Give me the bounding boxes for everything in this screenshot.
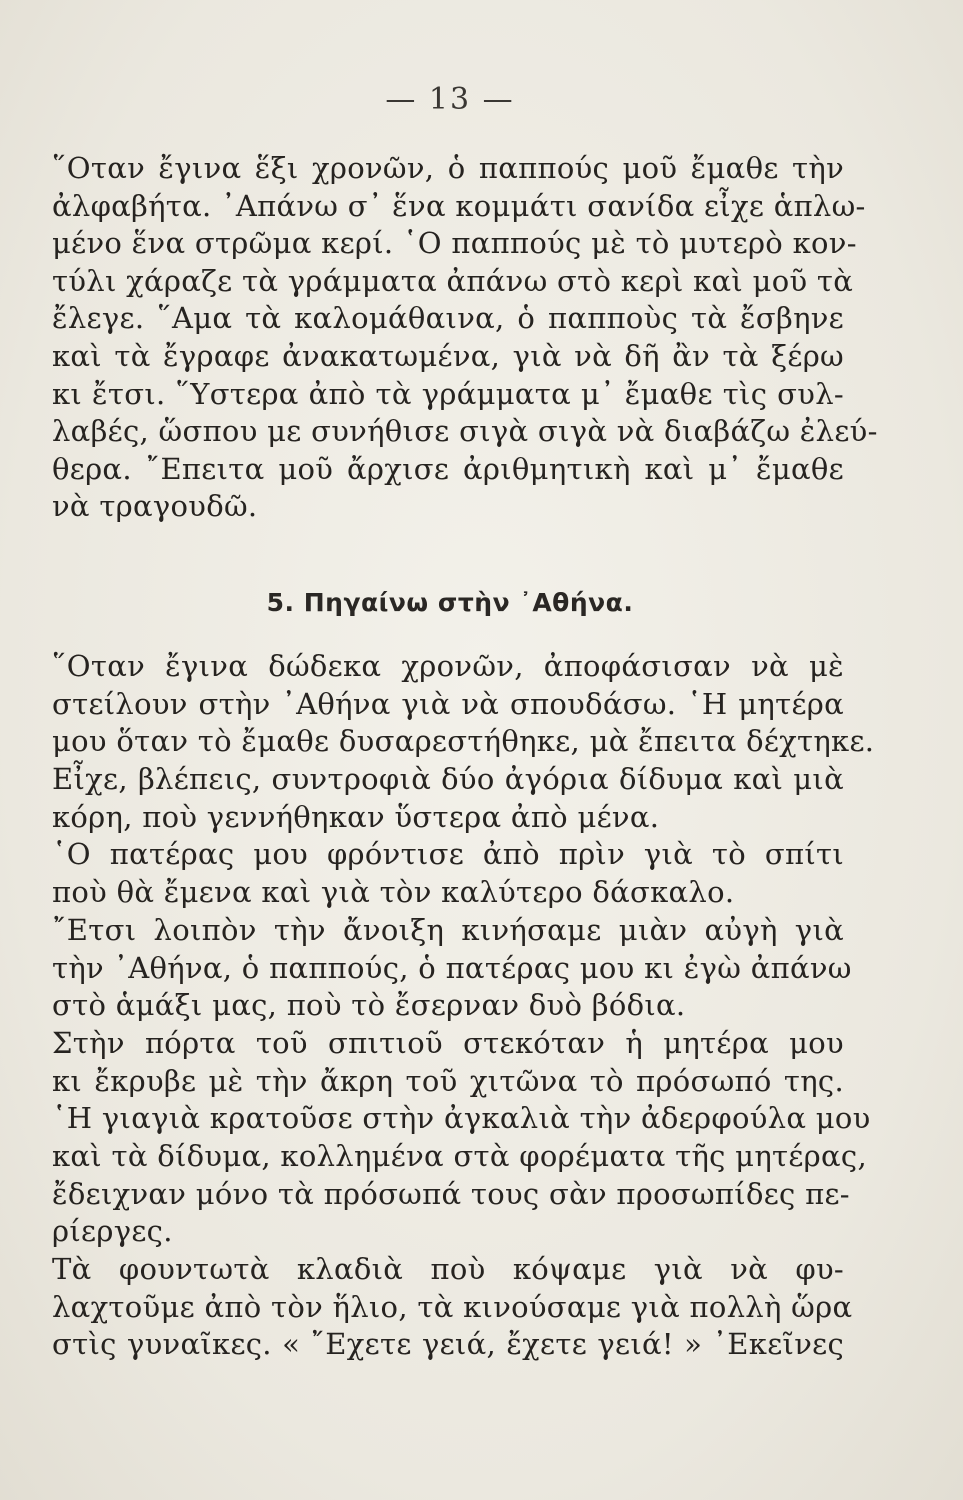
text-line: Τὰ φουντωτὰ κλαδιὰ ποὺ κόψαμε γιὰ νὰ φυ- [52,1252,844,1286]
text-line: τὴν ᾿Αθήνα, ὁ παππούς, ὁ πατέρας μου κι ἐγὼ ἀπάνω [52,950,852,985]
text-line: μένο ἕνα στρῶμα κερί. ῾Ο παππούς μὲ τὸ μυτερὸ κον- [52,226,857,261]
text-line: κόρη, ποὺ γεννήθηκαν ὕστερα ἀπὸ μένα. [52,799,660,834]
text-line: κι ἔτσι. ῞Υστερα ἀπὸ τὰ γράμματα μ᾿ ἔμαθε τὶς συλ- [52,376,844,411]
text-line: ῾Ο πατέρας μου φρόντισε ἀπὸ πρὶν γιὰ τὸ σπίτι [52,837,844,872]
text-line: νὰ τραγουδῶ. [52,489,258,524]
text-line: ῎Ετσι λοιπὸν τὴν ἄνοιξη κινήσαμε μιὰν αὐγὴ γιὰ [52,912,844,947]
text-line: θερα. ῎Επειτα μοῦ ἄρχισε ἀριθμητικὴ καὶ μ᾿ ἔμαθε [52,451,844,486]
text-line: στὸ ἁμάξι μας, ποὺ τὸ ἔσερναν δυὸ βόδια. [52,988,686,1023]
text-line: Στὴν πόρτα τοῦ σπιτιοῦ στεκόταν ἡ μητέρα μου [52,1025,844,1060]
text-line: τύλι χάραζε τὰ γράμματα ἀπάνω στὸ κερὶ καὶ μοῦ τὰ [52,263,854,298]
page-number: — 13 — [385,82,515,117]
text-line: ἔδειχναν μόνο τὰ πρόσωπά τους σὰν προσωπίδες πε- [52,1176,850,1211]
text-line: κι ἔκρυβε μὲ τὴν ἄκρη τοῦ χιτῶνα τὸ πρόσωπό της. [52,1063,844,1098]
section-heading: 5. Πηγαίνω στὴν ᾿Αθήνα. [266,588,634,617]
paragraph-block-1 [52,150,878,526]
text-line: ῾Η γιαγιὰ κρατοῦσε στὴν ἀγκαλιὰ τὴν ἀδερφούλα μου [52,1101,871,1136]
text-line: καὶ τὰ ἔγραφε ἀνακατωμένα, γιὰ νὰ δῆ ἂν τὰ ξέρω [52,338,844,373]
text-line: ποὺ θὰ ἔμενα καὶ γιὰ τὸν καλύτερο δάσκαλο. [52,875,735,910]
text-line: λαβές, ὥσπου με συνήθισε σιγὰ σιγὰ νὰ διαβάζω ἐλεύ- [52,414,878,449]
text-line: λαχτοῦμε ἀπὸ τὸν ἥλιο, τὰ κινούσαμε γιὰ πολλὴ ὥρα [52,1289,853,1324]
paragraph-block-2 [52,648,875,1364]
text-line: ρίεργες. [52,1214,173,1249]
text-line: στὶς γυναῖκες. « ῎Εχετε γειά, ἔχετε γειά! » ᾿Εκεῖνες [52,1327,844,1362]
text-line: ἀλφαβήτα. ᾿Απάνω σ᾿ ἕνα κομμάτι σανίδα εἶχε ἁπλω- [52,188,866,223]
text-line: ῞Οταν ἔγινα ἕξι χρονῶν, ὁ παππούς μοῦ ἔμαθε τὴν [52,151,844,185]
text-line: Εἶχε, βλέπεις, συντροφιὰ δύο ἀγόρια δίδυμα καὶ μιὰ [52,762,844,797]
text-line: μου ὅταν τὸ ἔμαθε δυσαρεστήθηκε, μὰ ἔπειτα δέχτηκε. [52,724,875,759]
text-line: ῞Οταν ἔγινα δώδεκα χρονῶν, ἀποφάσισαν νὰ μὲ [52,649,844,683]
text-line: στείλουν στὴν ᾿Αθήνα γιὰ νὰ σπουδάσω. ῾Η μητέρα [52,686,844,721]
text-line: καὶ τὰ δίδυμα, κολλημένα στὰ φορέματα τῆς μητέρας, [52,1138,867,1173]
text-line: ἔλεγε. ῞Αμα τὰ καλομάθαινα, ὁ παπποὺς τὰ ἔσβηνε [52,301,844,336]
